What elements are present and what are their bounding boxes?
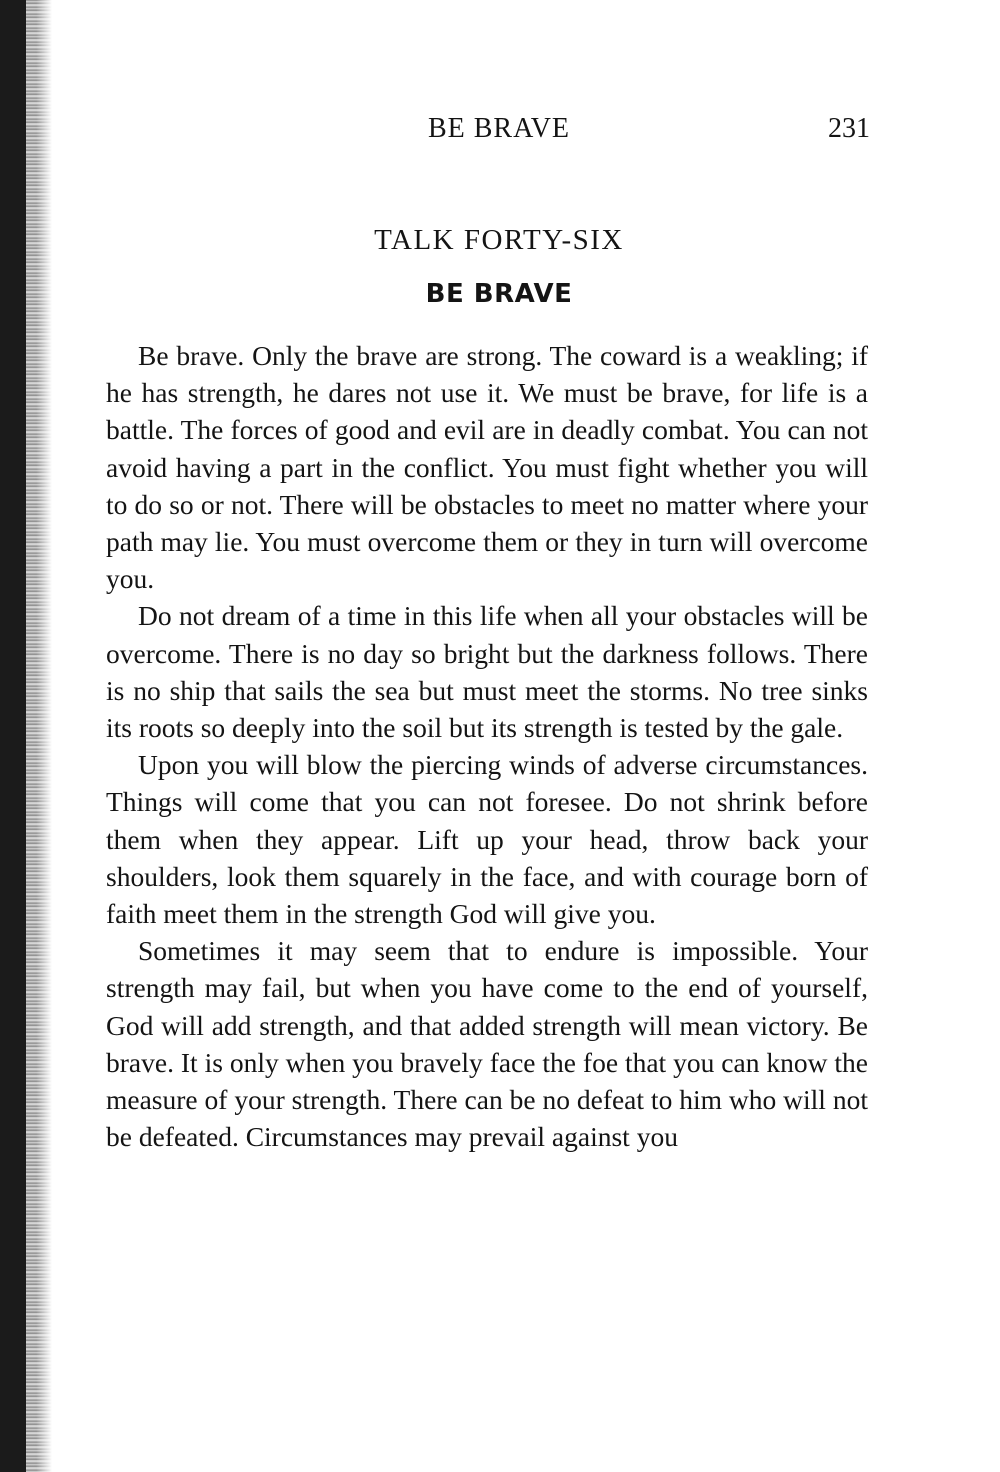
- paragraph: Sometimes it may seem that to endure is impossible. Your strength may fail, but when you have come to the end of yourself, God will add strength, and that added strength will mean victory. Be brave. It is only when you bravely face the foe that you can know the measure of your strength. There can be no defeat to him who will not be defeated. Circumstances may prevail against you: [106, 935, 868, 1153]
- paragraph: Be brave. Only the brave are strong. The coward is a weakling; if he has strength, he dares not use it. We must be brave, for life is a battle. The forces of good and evil are in deadly combat. You can not avoid having a part in the conflict. You must fight whether you will to do so or not. There will be obstacles to meet no matter where your path may lie. You must overcome them or they in turn will overcome you.: [106, 340, 868, 595]
- chapter-title: BE BRAVE: [425, 279, 573, 309]
- running-head-title: BE BRAVE: [427, 113, 571, 144]
- talk-label: TALK FORTY-SIX: [374, 224, 624, 256]
- paragraph: Do not dream of a time in this life when all your obstacles will be overcome. There is no day so bright but the darkness follows. There is no ship that sails the sea but must meet the storms. No tree sinks its roots so deeply into the soil but its strength is tested by the gale.: [106, 600, 868, 744]
- body-text: [106, 337, 868, 1155]
- running-head: [108, 113, 870, 153]
- paragraph: Upon you will blow the piercing winds of adverse circumstances. Things will come that you can not foresee. Do not shrink before them when they appear. Lift up your head, throw back your shoulders, look them squarely in the face, and with courage born of faith meet them in the strength God will give you.: [106, 749, 868, 930]
- page-number: 231: [828, 113, 870, 144]
- binding-edge: [0, 0, 52, 1472]
